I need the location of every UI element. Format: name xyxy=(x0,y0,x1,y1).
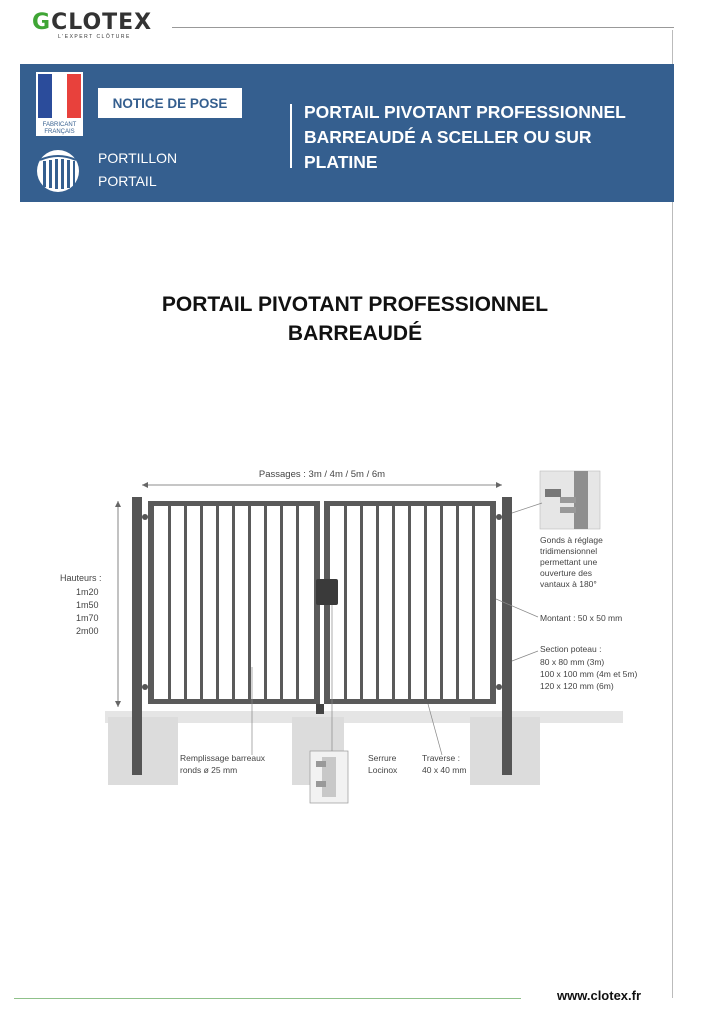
page-title-line-1: PORTAIL PIVOTANT PROFESSIONNEL xyxy=(161,293,549,316)
passages-arrow-left xyxy=(142,482,148,488)
category-portillon: PORTILLON xyxy=(98,150,178,166)
logo-g-icon: G xyxy=(32,10,52,35)
french-flag-icon xyxy=(36,72,83,136)
section-1: 80 x 80 mm (3m) xyxy=(540,657,605,667)
banner-divider xyxy=(290,104,292,168)
logo-text: CLOTEX xyxy=(51,10,153,35)
page-title-line-2: BARREAUDÉ xyxy=(287,322,423,345)
gonds-line-2: tridimensionnel xyxy=(540,546,598,556)
concrete-block-left xyxy=(108,717,178,785)
gonds-line-4: ouverture des xyxy=(540,568,592,578)
gate-icon xyxy=(35,150,81,192)
post-right xyxy=(502,497,512,775)
remplissage-line-2: ronds ø 25 mm xyxy=(180,765,238,775)
section-title: Section poteau : xyxy=(540,644,602,654)
post-left xyxy=(132,497,142,775)
hinge-photo xyxy=(540,471,600,529)
gonds-line-3: permettant une xyxy=(540,557,598,567)
montant-label: Montant : 50 x 50 mm xyxy=(540,613,623,623)
ground-strip xyxy=(105,711,623,723)
lock-photo xyxy=(310,751,348,803)
height-4: 2m00 xyxy=(76,626,99,636)
gonds-leader xyxy=(512,503,542,513)
section-leader xyxy=(512,651,538,661)
section-3: 120 x 120 mm (6m) xyxy=(540,681,614,691)
passages-arrow-right xyxy=(496,482,502,488)
banner-title-line-2: BARREAUDÉ A SCELLER OU SUR xyxy=(304,127,592,147)
traverse-line-1: Traverse : xyxy=(422,753,460,763)
banner-title-line-3: PLATINE xyxy=(304,152,378,172)
center-stop xyxy=(316,704,324,714)
flag-label-1: FABRICANT xyxy=(42,122,77,128)
serrure-line-1: Serrure xyxy=(368,753,397,763)
footer-rule xyxy=(14,998,521,999)
banner-title xyxy=(304,100,664,175)
gonds-line-1: Gonds à réglage xyxy=(540,535,603,545)
header-banner xyxy=(20,64,674,202)
gate-leaf-right xyxy=(324,501,496,704)
heights-title: Hauteurs : xyxy=(60,573,102,583)
lock-box xyxy=(316,579,338,605)
passages-label: Passages : 3m / 4m / 5m / 6m xyxy=(258,469,386,480)
gate-leaf-left xyxy=(148,501,320,704)
gate-diagram xyxy=(50,455,670,815)
category-portail: PORTAIL xyxy=(98,173,157,189)
height-3: 1m70 xyxy=(76,613,99,623)
height-arrow-bottom xyxy=(115,701,121,707)
notice-de-pose-badge: NOTICE DE POSE xyxy=(98,88,242,118)
flag-label-2: FRANÇAIS xyxy=(44,129,75,135)
gonds-line-5: vantaux à 180° xyxy=(540,579,597,589)
banner-title-line-1: PORTAIL PIVOTANT PROFESSIONNEL xyxy=(304,102,626,122)
height-2: 1m50 xyxy=(76,600,99,610)
logo-tagline: L'EXPERT CLÔTURE xyxy=(58,34,131,40)
height-1: 1m20 xyxy=(76,587,99,597)
height-arrow-top xyxy=(115,501,121,507)
remplissage-line-1: Remplissage barreaux xyxy=(180,753,266,763)
header-rule xyxy=(172,27,674,28)
traverse-line-2: 40 x 40 mm xyxy=(422,765,467,775)
page-title xyxy=(60,290,650,348)
section-2: 100 x 100 mm (4m et 5m) xyxy=(540,669,638,679)
serrure-line-2: Locinox xyxy=(368,765,398,775)
clotex-logo xyxy=(32,10,152,40)
footer-url[interactable]: www.clotex.fr xyxy=(557,988,642,1003)
